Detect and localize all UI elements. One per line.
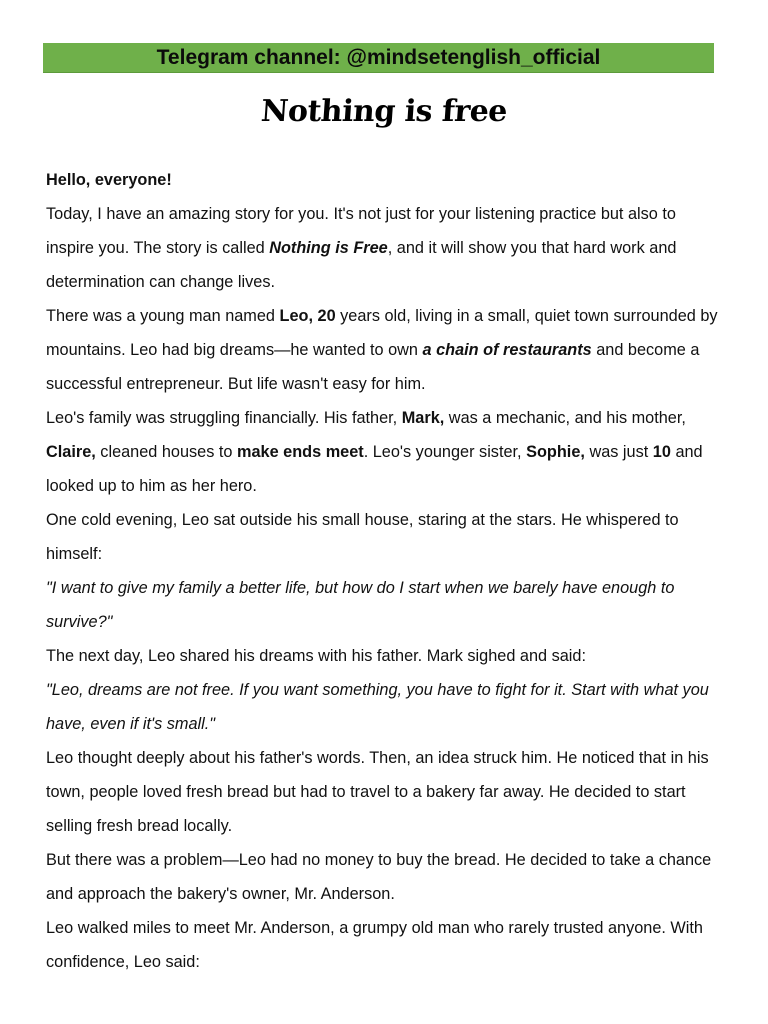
text-span: . Leo's younger sister, bbox=[363, 443, 527, 461]
paragraph-evening: One cold evening, Leo sat outside his small house, staring at the stars. He whispered to himself: bbox=[46, 511, 679, 563]
age-leo: 20 bbox=[317, 307, 336, 325]
text-span: cleaned houses to bbox=[95, 443, 237, 461]
text-span: was just bbox=[584, 443, 653, 461]
story-body bbox=[46, 163, 718, 979]
telegram-channel-banner bbox=[43, 43, 714, 73]
paragraph-anderson: Leo walked miles to meet Mr. Anderson, a grumpy old man who rarely trusted anyone. With confidence, Leo said: bbox=[46, 919, 703, 971]
name-claire: Claire, bbox=[46, 443, 96, 461]
name-mark: Mark, bbox=[401, 409, 445, 427]
text-span: Leo's family was struggling financially. His father, bbox=[46, 409, 402, 427]
goal-phrase: a chain of restaurants bbox=[422, 341, 592, 359]
phrase-make-ends-meet: make ends meet bbox=[237, 443, 364, 461]
paragraph-leo bbox=[46, 299, 718, 401]
paragraph-idea: Leo thought deeply about his father's words. Then, an idea struck him. He noticed that in his town, people loved fresh bread but had to travel to a bakery far away. He decided to start selling fresh bread locally. bbox=[46, 749, 709, 835]
text-span: Today, I have an amazing story for you. It's not just for your listening practice but also to inspire you. The story is called bbox=[46, 205, 676, 257]
greeting: Hello, everyone! bbox=[46, 171, 172, 189]
name-leo: Leo, bbox=[279, 307, 313, 325]
paragraph-next-day: The next day, Leo shared his dreams with his father. Mark sighed and said: bbox=[46, 647, 586, 665]
name-sophie: Sophie, bbox=[526, 443, 585, 461]
text-span: , and it will show you that hard work and determination can change lives. bbox=[46, 239, 677, 291]
text-span: and looked up to him as her hero. bbox=[46, 443, 703, 495]
paragraph-family bbox=[46, 401, 718, 503]
banner-text: Telegram channel: @mindsetenglish_official bbox=[156, 45, 601, 69]
age-sophie: 10 bbox=[652, 443, 671, 461]
text-span: years old, living in a small, quiet town surrounded by mountains. Leo had big dreams—he wanted to own bbox=[46, 307, 718, 359]
story-title-ref: Nothing is Free bbox=[269, 239, 388, 257]
paragraph-problem: But there was a problem—Leo had no money to buy the bread. He decided to take a chance and approach the bakery's owner, Mr. Anderson. bbox=[46, 851, 712, 903]
quote-leo: "I want to give my family a better life, but how do I start when we barely have enough to survive?" bbox=[46, 579, 675, 631]
quote-mark: "Leo, dreams are not free. If you want something, you have to fight for it. Start with what you have, even if it's small." bbox=[46, 681, 709, 733]
text-span: was a mechanic, and his mother, bbox=[444, 409, 686, 427]
page-title: Nothing is free bbox=[259, 94, 509, 129]
text-span: There was a young man named bbox=[46, 307, 280, 325]
text-span: and become a successful entrepreneur. But life wasn't easy for him. bbox=[46, 341, 700, 393]
paragraph-intro bbox=[46, 197, 718, 299]
